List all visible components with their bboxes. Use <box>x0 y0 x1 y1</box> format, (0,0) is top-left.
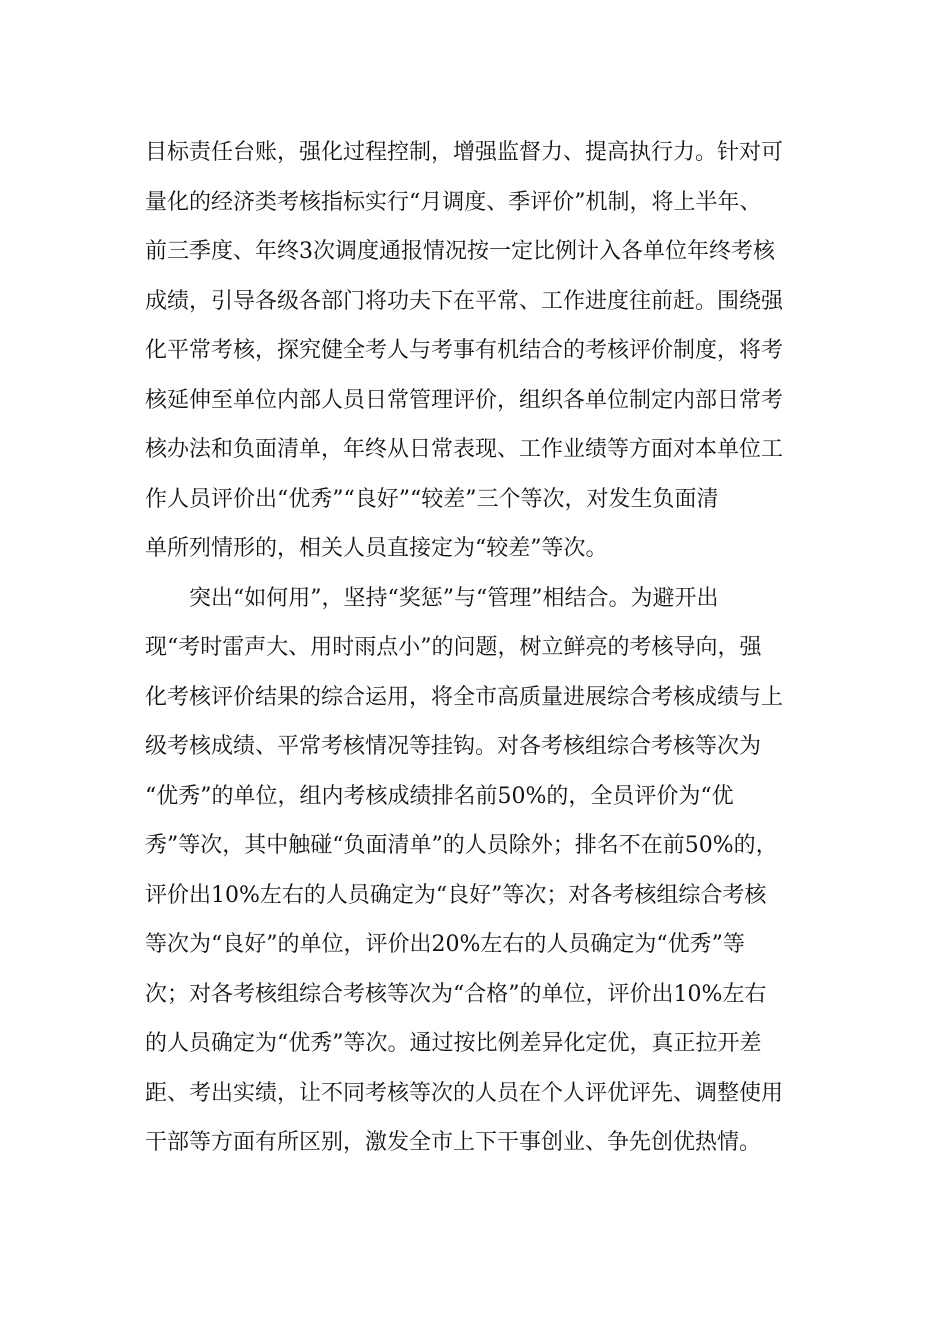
text-line: 级考核成绩、平常考核情况等挂钩。对各考核组综合考核等次为 <box>145 734 762 759</box>
text-line: 等次为“良好”的单位，评价出20%左右的人员确定为“优秀”等 <box>145 932 745 957</box>
text-line: 次；对各考核组综合考核等次为“合格”的单位，评价出10%左右 <box>145 981 767 1007</box>
text-line: 单所列情形的，相关人员直接定为“较差”等次。 <box>145 536 608 561</box>
text-line: 化平常考核，探究健全考人与考事有机结合的考核评价制度，将考 <box>145 338 784 363</box>
text-line: 突出“如何用”，坚持“奖惩”与“管理”相结合。为避开出 <box>189 585 719 611</box>
document-body <box>145 128 845 1168</box>
text-line: 的人员确定为“优秀”等次。通过按比例差异化定优，真正拉开差 <box>145 1031 762 1056</box>
text-line: “优秀”的单位，组内考核成绩排名前50%的，全员评价为“优 <box>145 783 734 809</box>
text-line: 化考核评价结果的综合运用，将全市高质量进展综合考核成绩与上 <box>145 684 784 710</box>
text-line: 秀”等次，其中触碰“负面清单”的人员除外；排名不在前50%的， <box>145 833 778 858</box>
text-line: 现“考时雷声大、用时雨点小”的问题，树立鲜亮的考核导向，强 <box>145 635 762 660</box>
paragraph <box>145 574 845 1168</box>
text-line: 核延伸至单位内部人员日常管理评价，组织各单位制定内部日常考 <box>145 387 784 413</box>
text-line: 作人员评价出“优秀”“良好”“较差”三个等次，对发生负面清 <box>145 486 719 512</box>
text-line: 目标责任台账，强化过程控制，增强监督力、提高执行力。针对可 <box>145 140 784 165</box>
text-line: 干部等方面有所区别，激发全市上下干事创业、争先创优热情。 <box>145 1130 762 1155</box>
text-line: 距、考出实绩，让不同考核等次的人员在个人评优评先、调整使用 <box>145 1080 784 1106</box>
paragraph <box>145 128 845 574</box>
text-line: 量化的经济类考核指标实行“月调度、季评价”机制，将上半年、 <box>145 189 762 215</box>
text-line: 前三季度、年终3次调度通报情况按一定比例计入各单位年终考核 <box>145 239 775 264</box>
text-line: 成绩，引导各级各部门将功夫下在平常、工作进度往前赶。围绕强 <box>145 288 784 314</box>
text-line: 评价出10%左右的人员确定为“良好”等次；对各考核组综合考核 <box>145 882 767 908</box>
text-line: 核办法和负面清单，年终从日常表现、工作业绩等方面对本单位工 <box>145 437 784 462</box>
